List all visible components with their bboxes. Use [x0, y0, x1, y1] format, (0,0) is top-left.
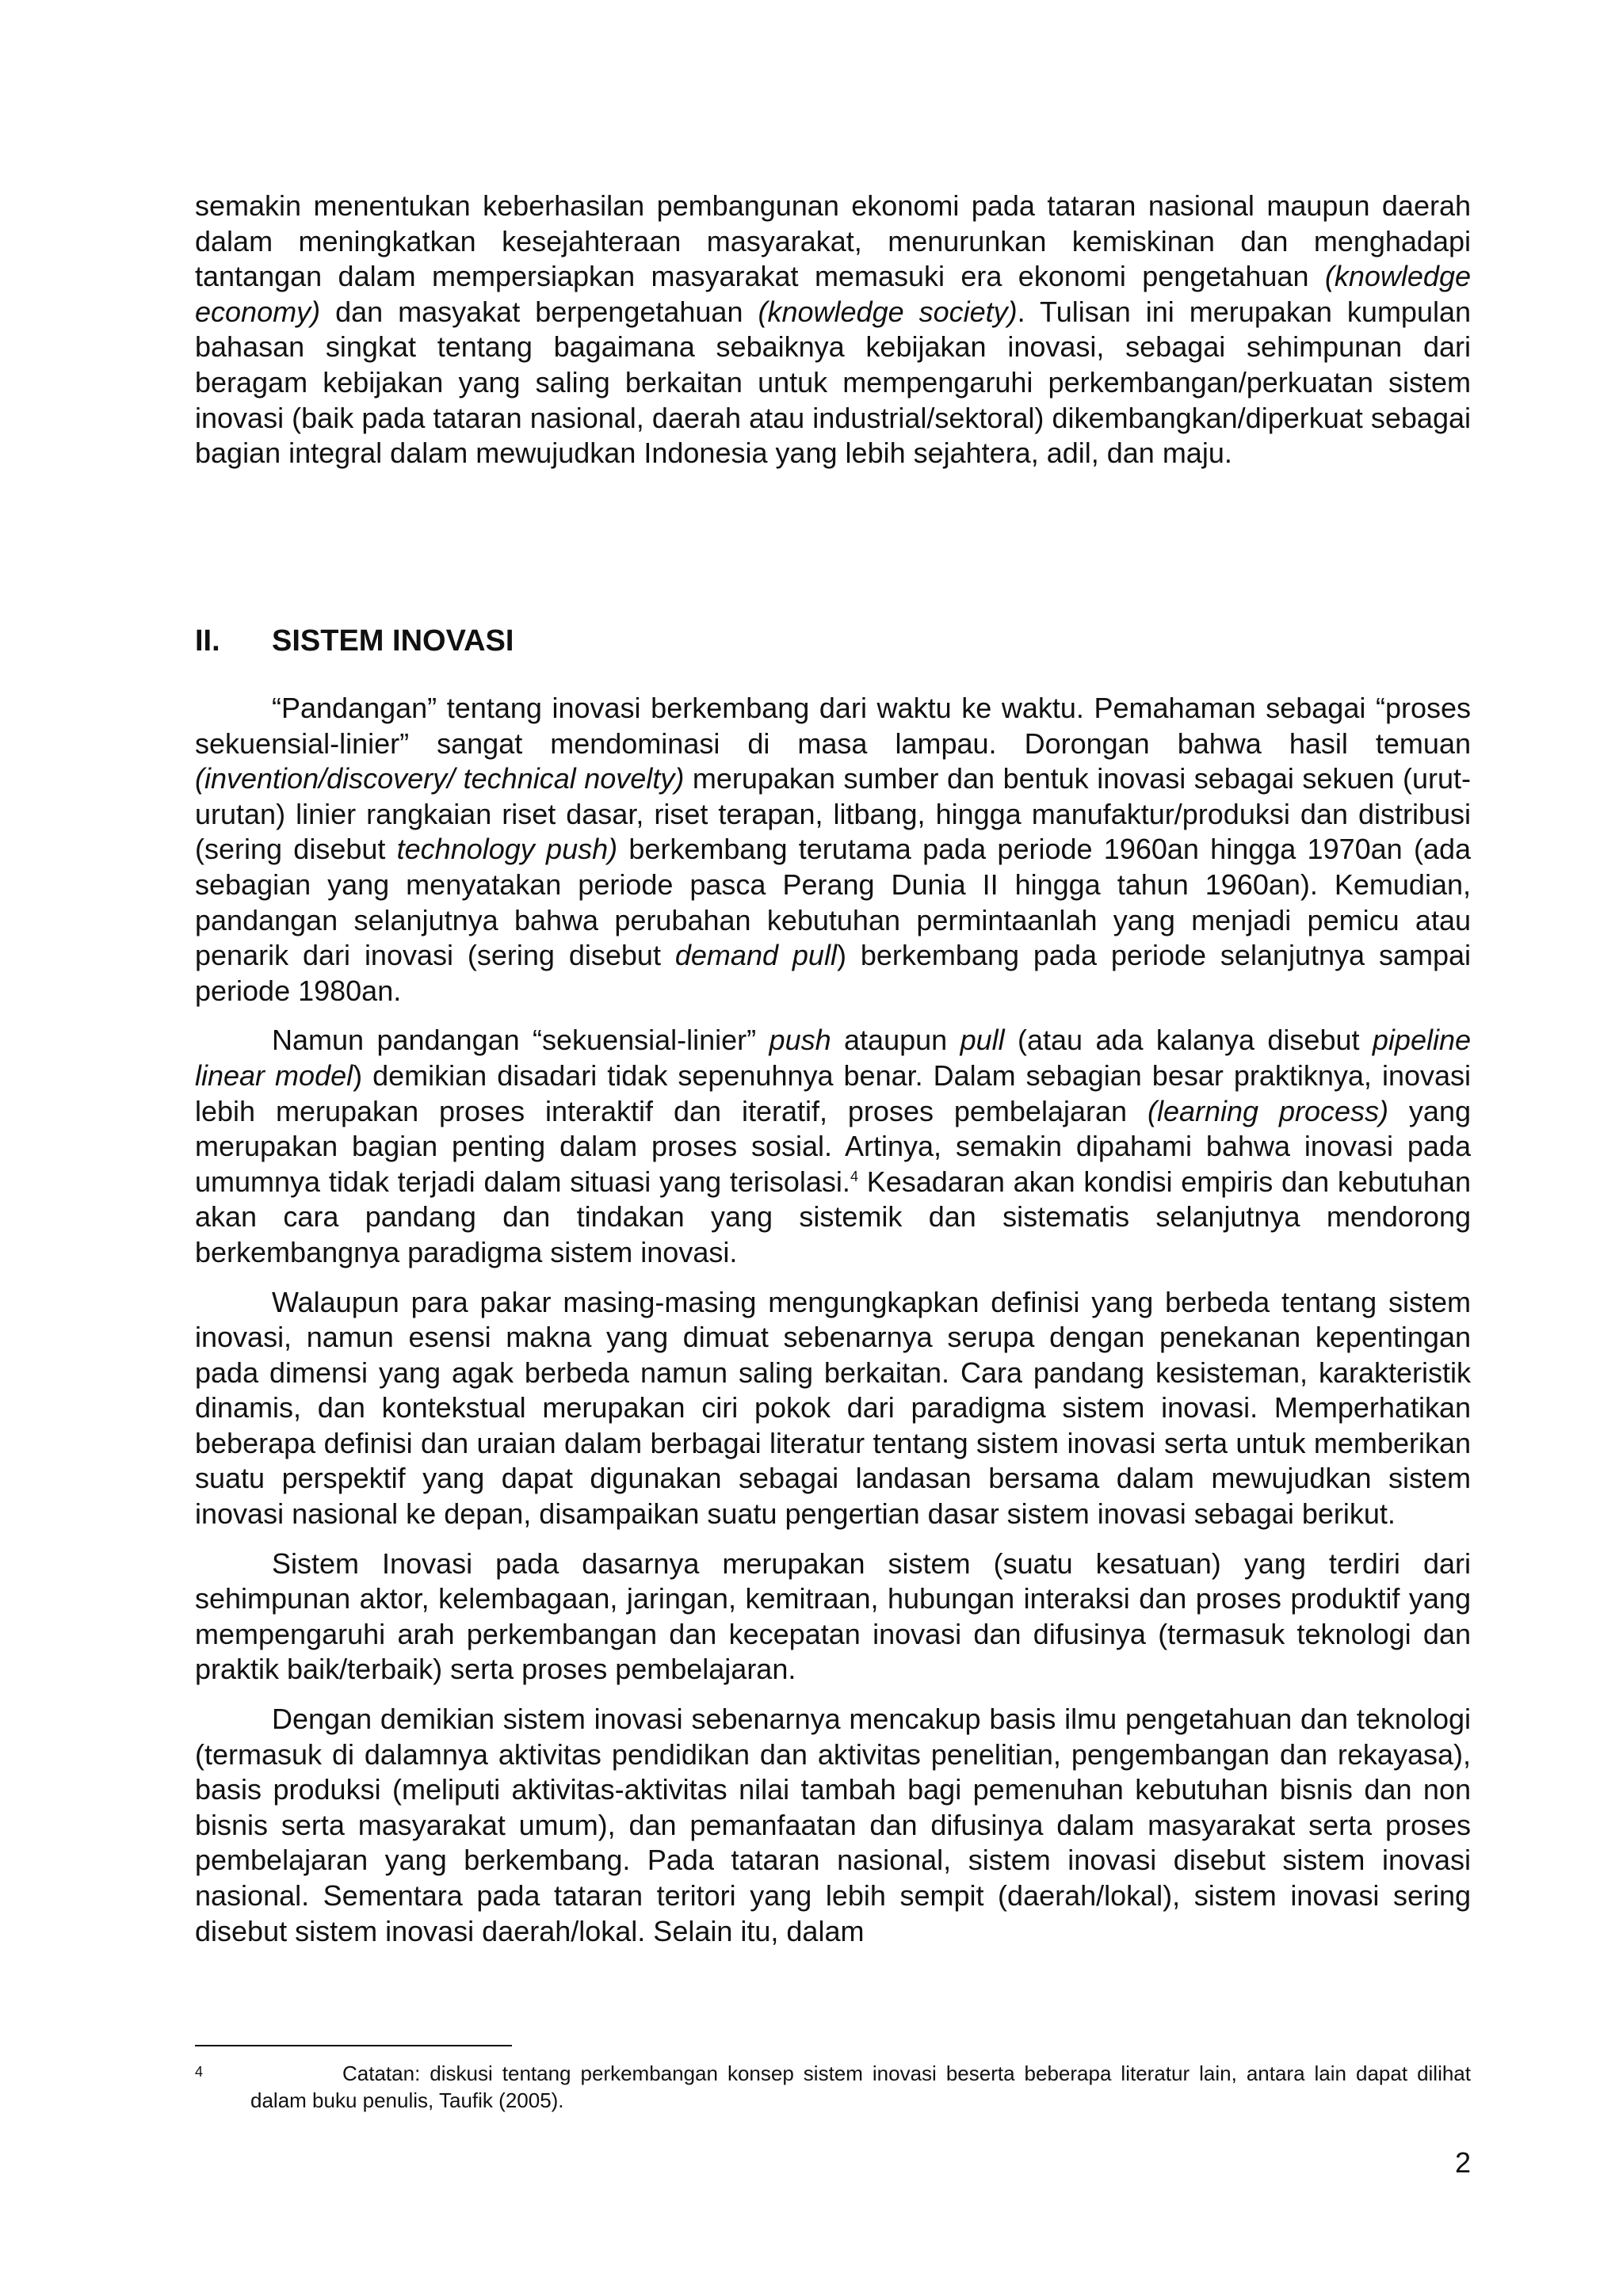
- text-run: ataupun: [831, 1024, 960, 1057]
- intro-block: [195, 189, 1471, 471]
- text-run: ) demikian disadari tidak sepenuhnya benar. Dalam sebagian besar praktiknya, inovasi lebih merupakan proses interaktif dan iteratif, proses pembelajaran: [195, 1058, 1472, 1127]
- intro-paragraph: [195, 189, 1471, 471]
- italic-term: (knowledge society): [758, 295, 1018, 328]
- text-run: ) berkembang pada periode selanjutnya sampai periode 1980an.: [195, 939, 1472, 1007]
- footnote-marker: 4: [195, 2064, 204, 2080]
- section-body: [195, 691, 1471, 1949]
- text-run: semakin menentukan keberhasilan pembangunan ekonomi pada tataran nasional maupun daerah dalam meningkatkan kesejahteraan masyarakat, menurunkan kemiskinan dan menghadapi tantangan dalam mempersiapkan masyarakat memasuki era ekonomi pengetahuan: [195, 189, 1471, 293]
- footnote-divider: [195, 2045, 512, 2046]
- text-run: Walaupun para pakar masing-masing mengungkapkan definisi yang berbeda tentang sistem inovasi, namun esensi makna yang dimuat sebenarnya serupa dengan penekanan kepentingan pada dimensi yang agak berbeda namun saling berkaitan. Cara pandang kesisteman, karakteristik dinamis, dan kontekstual merupakan ciri pokok dari paradigma sistem inovasi. Memperhatikan beberapa definisi dan uraian dalam berbagai literatur tentang sistem inovasi serta untuk memberikan suatu perspektif yang dapat digunakan sebagai landasan bersama dalam mewujudkan sistem inovasi nasional ke depan, disampaikan suatu pengertian dasar sistem inovasi sebagai berikut.: [195, 1285, 1471, 1531]
- paragraph-definisi: [195, 1547, 1471, 1688]
- text-run: yang merupakan bagian penting dalam proses sosial. Artinya, semakin dipahami bahwa inovasi pada umumnya tidak terjadi dalam situasi yang terisolasi.: [195, 1094, 1471, 1198]
- paragraph-dengan-demikian: [195, 1702, 1471, 1949]
- text-run: merupakan sumber dan bentuk inovasi sebagai sekuen (urut-urutan) linier rangkaian riset dasar, riset terapan, litbang, hingga manufaktur/produksi dan distribusi (sering disebut: [195, 762, 1472, 866]
- italic-term: pipeline linear model: [195, 1024, 1472, 1092]
- section-number: II.: [195, 624, 220, 658]
- text-run: . Tulisan ini merupakan kumpulan bahasan singkat tentang bagaimana sebaiknya kebijakan inovasi, sebagai sehimpunan dari beragam kebijakan yang saling berkaitan untuk mempengaruhi perkembangan/perkuatan sistem inovasi (baik pada tataran nasional, daerah atau industrial/sektoral) dikembangkan/diperkuat sebagai bagian integral dalam mewujudkan Indonesia yang lebih sejahtera, adil, dan maju.: [195, 295, 1472, 470]
- italic-term: pull: [960, 1024, 1005, 1057]
- italic-term: (invention/discovery/ technical novelty): [195, 762, 685, 795]
- footnote-reference: 4: [850, 1168, 858, 1184]
- paragraph-namun: [195, 1023, 1471, 1270]
- italic-term: technology push): [396, 833, 618, 866]
- page-number: 2: [1454, 2146, 1471, 2179]
- paragraph-pandangan: [195, 691, 1471, 1009]
- text-run: Dengan demikian sistem inovasi sebenarnya mencakup basis ilmu pengetahuan dan teknologi (termasuk di dalamnya aktivitas pendidikan dan aktivitas penelitian, pengembangan dan rekayasa), basis produksi (meliputi aktivitas-aktivitas nilai tambah bagi pemenuhan kebutuhan bisnis dan non bisnis serta masyarakat umum), dan pemanfaatan dan difusinya dalam masyarakat serta proses pembelajaran yang berkembang. Pada tataran nasional, sistem inovasi disebut sistem inovasi nasional. Sementara pada tataran teritori yang lebih sempit (daerah/lokal), sistem inovasi sering disebut sistem inovasi daerah/lokal. Selain itu, dalam: [195, 1703, 1471, 1947]
- footnote: [195, 2060, 1471, 2114]
- section-heading: [195, 623, 1471, 659]
- paragraph-walaupun: [195, 1285, 1471, 1532]
- italic-term: push: [769, 1024, 831, 1057]
- italic-term: (knowledge economy): [195, 260, 1471, 328]
- text-run: Kesadaran akan kondisi empiris dan kebutuhan akan cara pandang dan tindakan yang sistemik dan sistematis selanjutnya mendorong berkembangnya paradigma sistem inovasi.: [195, 1165, 1472, 1268]
- italic-term: (learning process): [1147, 1094, 1388, 1127]
- text-run: Namun pandangan “sekuensial-linier”: [272, 1024, 769, 1057]
- footnote-text: Catatan: diskusi tentang perkembangan konsep sistem inovasi beserta beberapa literatur lain, antara lain dapat dilihat dalam buku penulis, Taufik (2005).: [250, 2061, 1471, 2112]
- section-title: SISTEM INOVASI: [272, 624, 514, 658]
- text-run: Sistem Inovasi pada dasarnya merupakan sistem (suatu kesatuan) yang terdiri dari sehimpunan aktor, kelembagaan, jaringan, kemitraan, hubungan interaksi dan proses produktif yang mempengaruhi arah perkembangan dan kecepatan inovasi dan difusinya (termasuk teknologi dan praktik baik/terbaik) serta proses pembelajaran.: [195, 1547, 1471, 1686]
- italic-term: demand pull: [674, 939, 837, 972]
- text-run: berkembang terutama pada periode 1960an hingga 1970an (ada sebagian yang menyatakan periode pasca Perang Dunia II hingga tahun 1960an). Kemudian, pandangan selanjutnya bahwa perubahan kebutuhan permintaanlah yang menjadi pemicu atau penarik dari inovasi (sering disebut: [195, 833, 1471, 972]
- text-run: (atau ada kalanya disebut: [1004, 1024, 1373, 1057]
- text-run: dan masyakat berpengetahuan: [320, 295, 758, 328]
- text-run: “Pandangan” tentang inovasi berkembang dari waktu ke waktu. Pemahaman sebagai “proses sekuensial-linier” sangat mendominasi di masa lampau. Dorongan bahwa hasil temuan: [195, 692, 1471, 760]
